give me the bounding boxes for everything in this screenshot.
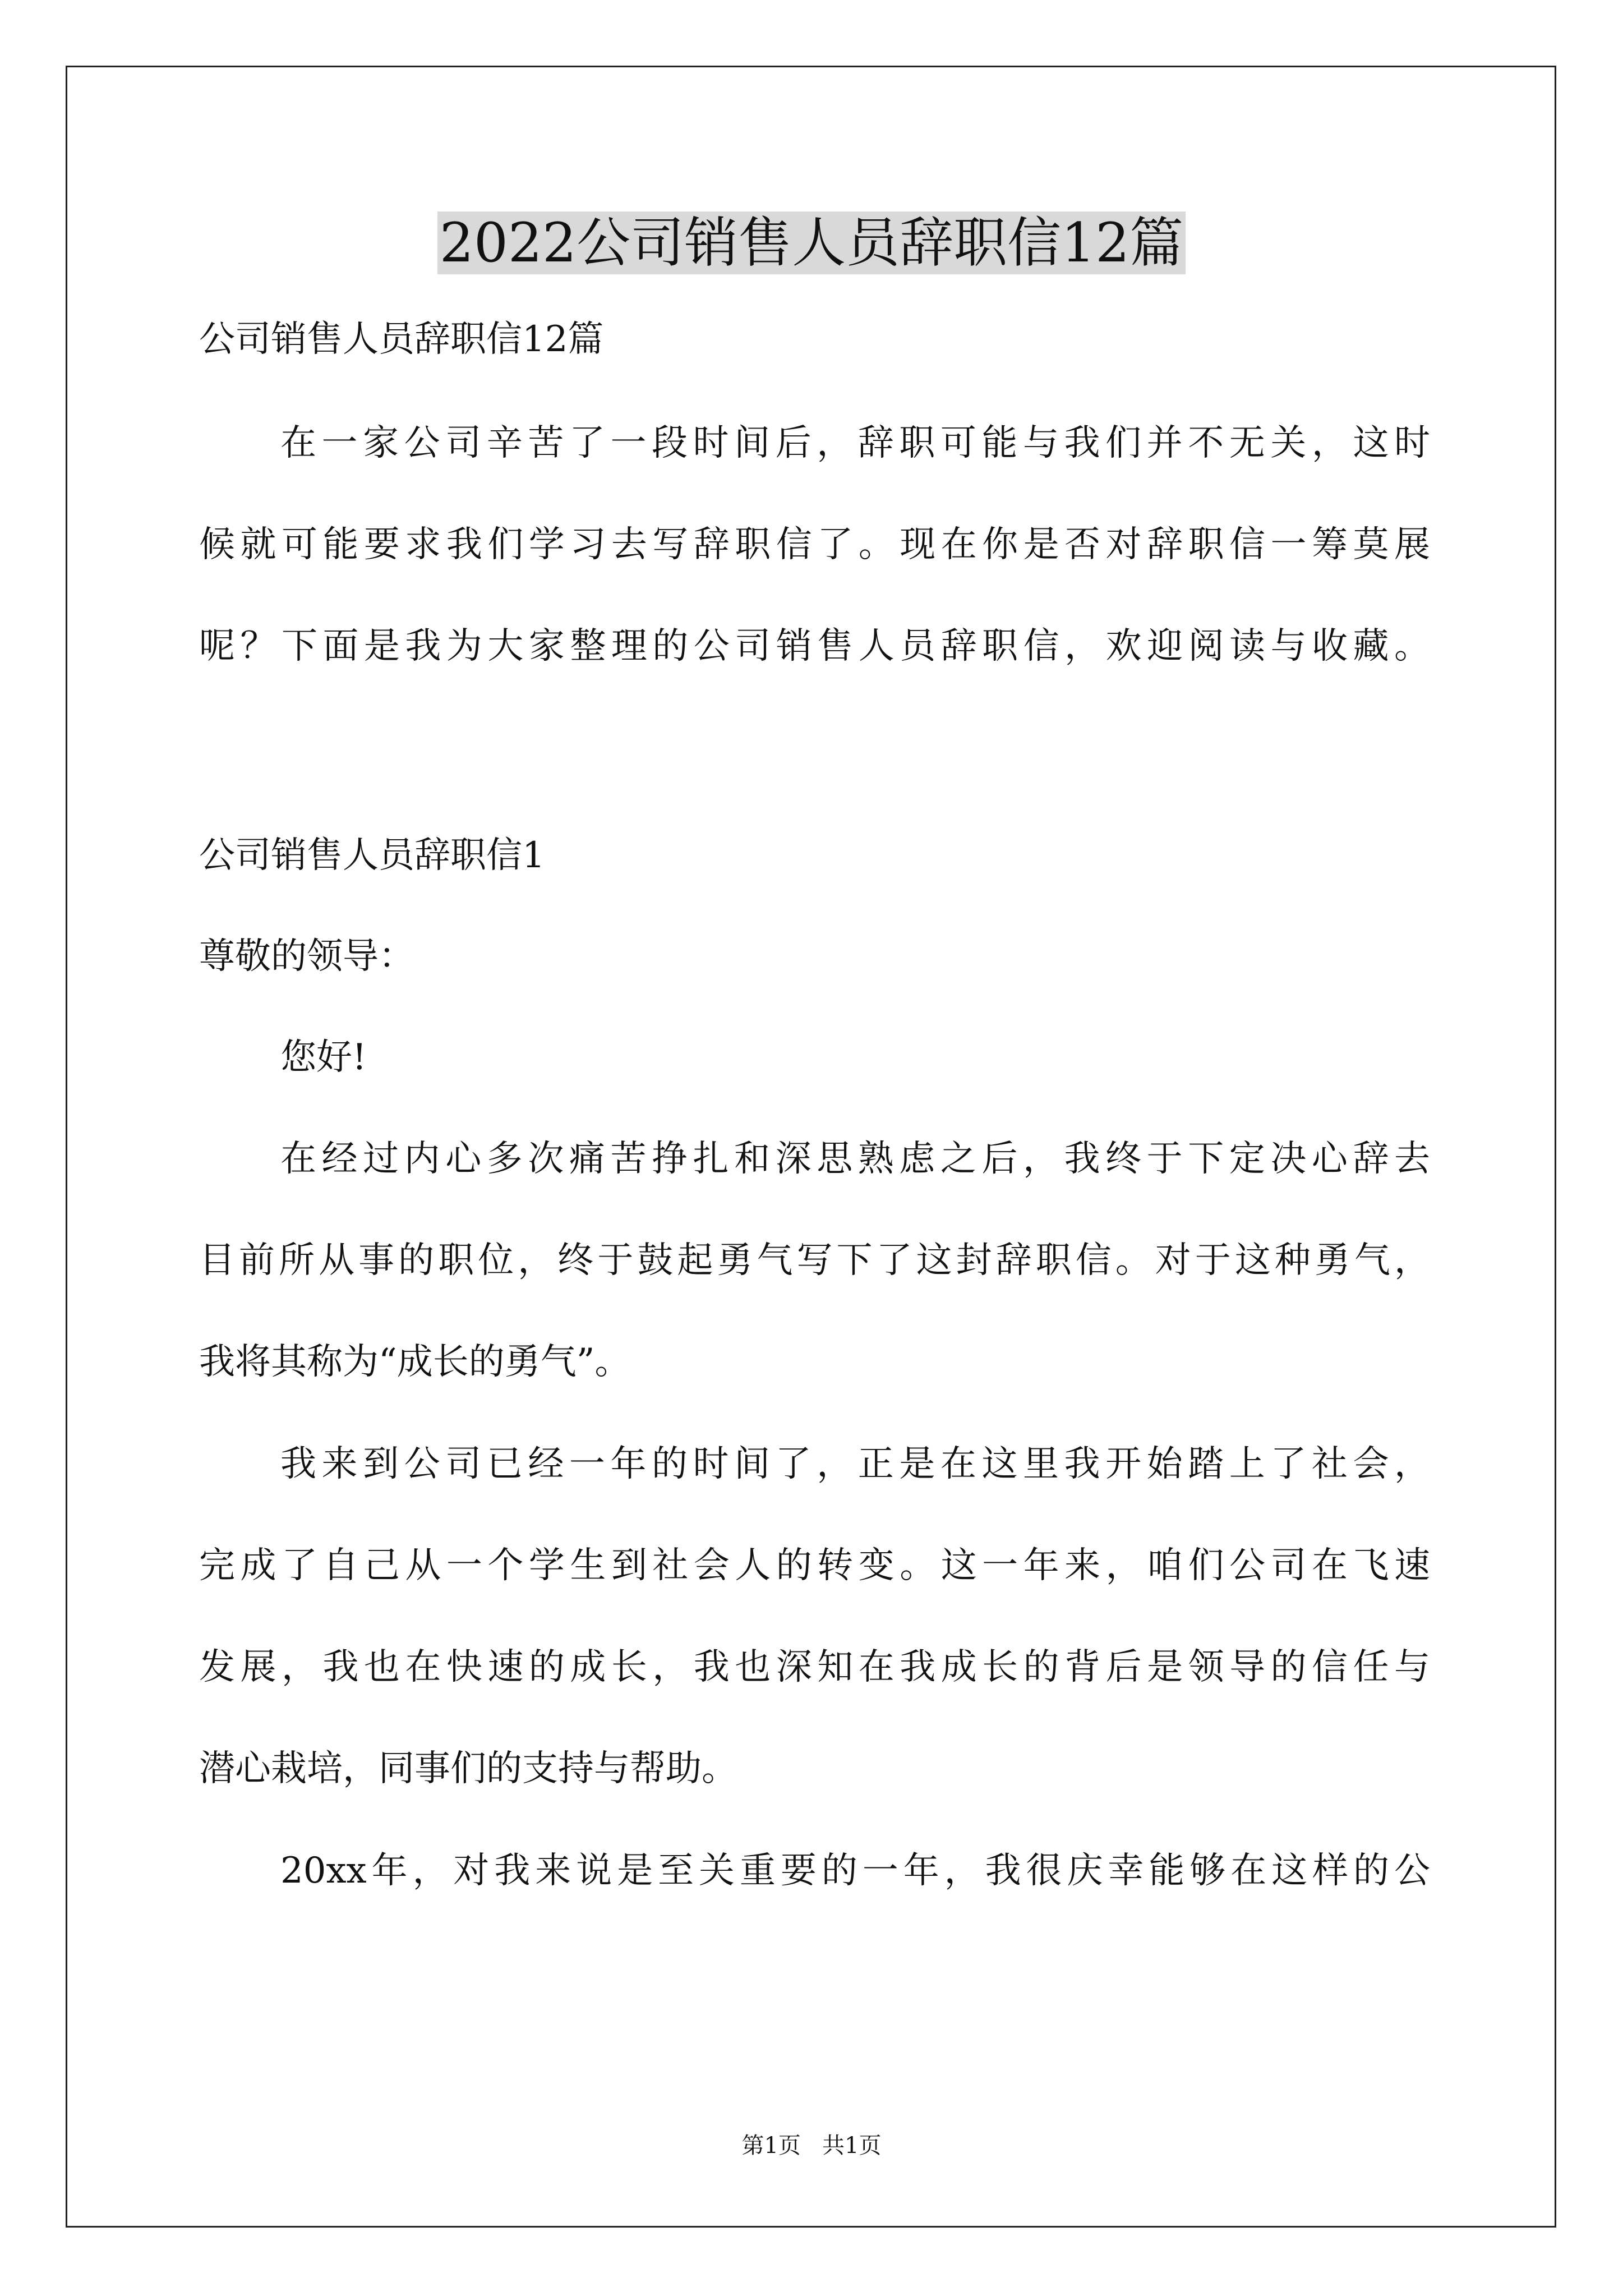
intro-line-2: 候就可能要求我们学习去写辞职信了。现在你是否对辞职信一筹莫展 (199, 524, 1430, 565)
greeting: 您好! (280, 1037, 367, 1078)
paragraph1-line-2: 目前所从事的职位，终于鼓起勇气写下了这封辞职信。对于这种勇气， (199, 1240, 1430, 1281)
page-footer: 第1页 共1页 (741, 2133, 882, 2159)
letter-heading: 公司销售人员辞职信1 (199, 835, 545, 876)
paragraph1-line-1: 在经过内心多次痛苦挣扎和深思熟虑之后，我终于下定决心辞去 (280, 1138, 1430, 1180)
intro-line-3: 呢？下面是我为大家整理的公司销售人员辞职信，欢迎阅读与收藏。 (199, 625, 1430, 667)
subtitle: 公司销售人员辞职信12篇 (199, 319, 604, 360)
paragraph2-line-1: 我来到公司已经一年的时间了，正是在这里我开始踏上了社会， (280, 1443, 1430, 1485)
document-title-text: 2022公司销售人员辞职信12篇 (437, 211, 1186, 274)
paragraph3-line-1: 20xx年，对我来说是至关重要的一年，我很庆幸能够在这样的公 (280, 1850, 1430, 1892)
paragraph1-line-3: 我将其称为“成长的勇气”。 (199, 1341, 631, 1383)
paragraph2-line-3: 发展，我也在快速的成长，我也深知在我成长的背后是领导的信任与 (199, 1646, 1430, 1688)
intro-line-1: 在一家公司辛苦了一段时间后，辞职可能与我们并不无关，这时 (280, 422, 1430, 464)
salutation: 尊敬的领导： (199, 936, 414, 977)
paragraph2-line-2: 完成了自己从一个学生到社会人的转变。这一年来，咱们公司在飞速 (199, 1545, 1430, 1586)
document-title (0, 206, 1623, 279)
paragraph2-line-4: 潜心栽培，同事们的支持与帮助。 (199, 1748, 737, 1789)
